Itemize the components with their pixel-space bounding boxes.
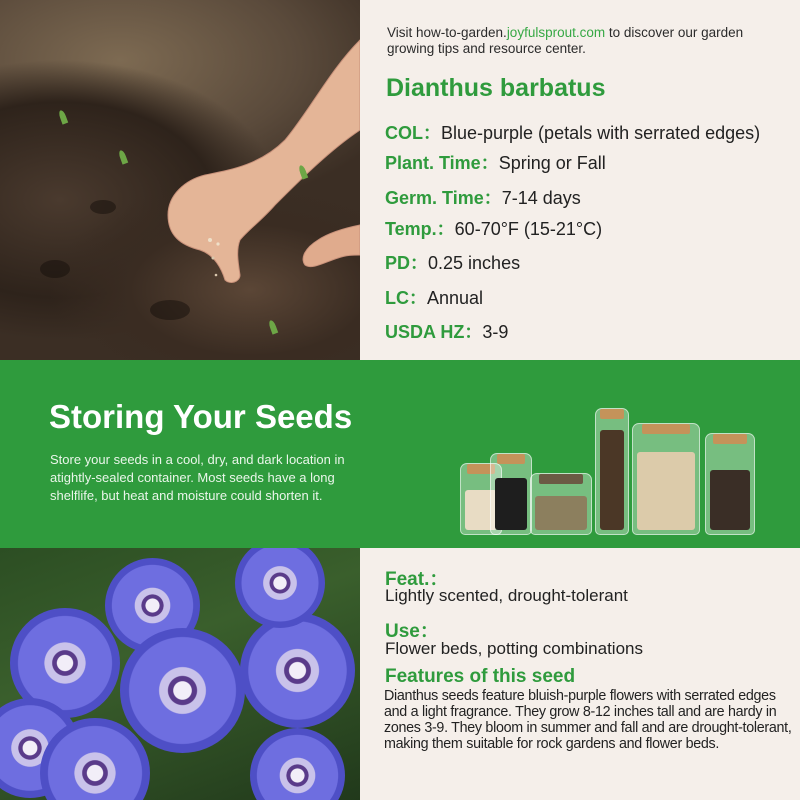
attribute-value: 3-9 <box>482 322 509 342</box>
seed-jars-image <box>455 385 765 535</box>
flower-icon <box>240 613 355 728</box>
seed-jar <box>530 473 592 535</box>
attribute-value: 60-70°F (15-21°C) <box>454 219 603 239</box>
attribute-germination-time <box>385 184 581 210</box>
visit-prefix: Visit how-to-garden. <box>387 25 507 40</box>
use-label: Use： <box>385 621 439 642</box>
attribute-label: USDA HZ： <box>385 322 483 342</box>
attribute-temperature <box>385 215 602 241</box>
storing-title: Storing Your Seeds <box>49 398 353 435</box>
soil-clump <box>40 260 70 278</box>
soil-clump <box>150 300 190 320</box>
soil-seeding-photo <box>0 0 360 360</box>
feat-value: Lightly scented, drought-tolerant <box>385 586 628 605</box>
attribute-value: Blue-purple (petals with serrated edges) <box>441 123 761 143</box>
feat-label: Feat.： <box>385 569 449 590</box>
attribute-value: Spring or Fall <box>498 153 606 173</box>
attribute-label: PD： <box>385 253 429 273</box>
seed-jar <box>705 433 755 535</box>
attribute-planting-time <box>385 149 606 175</box>
visit-notice <box>387 25 787 57</box>
features-description: Dianthus seeds feature bluish-purple flowers with serrated edges and a light fragrance. They grow 8-12 inches tall and are hardy in zones 3-9. They bloom in summer and fall and are drought-tolerant, making them suitable for rock gardens and flower beds. <box>384 688 792 752</box>
plant-info-panel <box>360 0 800 360</box>
seed-jar <box>595 408 629 535</box>
attribute-value: 0.25 inches <box>428 253 521 273</box>
seed-jar <box>632 423 700 535</box>
storing-seeds-banner <box>0 360 800 548</box>
attribute-planting-depth <box>385 249 520 275</box>
flower-icon <box>250 728 345 800</box>
flower-icon <box>120 628 245 753</box>
attribute-label: Germ. Time： <box>385 188 502 208</box>
site-link[interactable]: joyfulsprout.com <box>506 25 606 40</box>
attribute-label: Plant. Time： <box>385 153 499 173</box>
features-panel <box>360 548 800 800</box>
attribute-hardiness-zone <box>385 318 508 344</box>
attribute-label: Temp.： <box>385 219 455 239</box>
soil-clump <box>90 200 116 214</box>
attribute-label: COL： <box>385 123 441 143</box>
attribute-value: Annual <box>427 288 484 308</box>
features-heading: Features of this seed <box>385 666 576 687</box>
attribute-label: LC： <box>385 288 427 308</box>
seed-jar <box>490 453 532 535</box>
storing-text: Store your seeds in a cool, dry, and dark location in atightly-sealed container. Most seeds have a long shelflife, but heat and moisture could shorten it. <box>50 452 345 503</box>
attribute-value: 7-14 days <box>501 188 581 208</box>
visit-suffix: to discover our garden growing tips and resource center. <box>387 25 744 56</box>
attribute-life-cycle <box>385 284 483 310</box>
dianthus-flowers-photo <box>0 548 360 800</box>
use-value: Flower beds, potting combinations <box>385 639 643 658</box>
attribute-color <box>385 119 760 145</box>
plant-name: Dianthus barbatus <box>386 74 606 102</box>
